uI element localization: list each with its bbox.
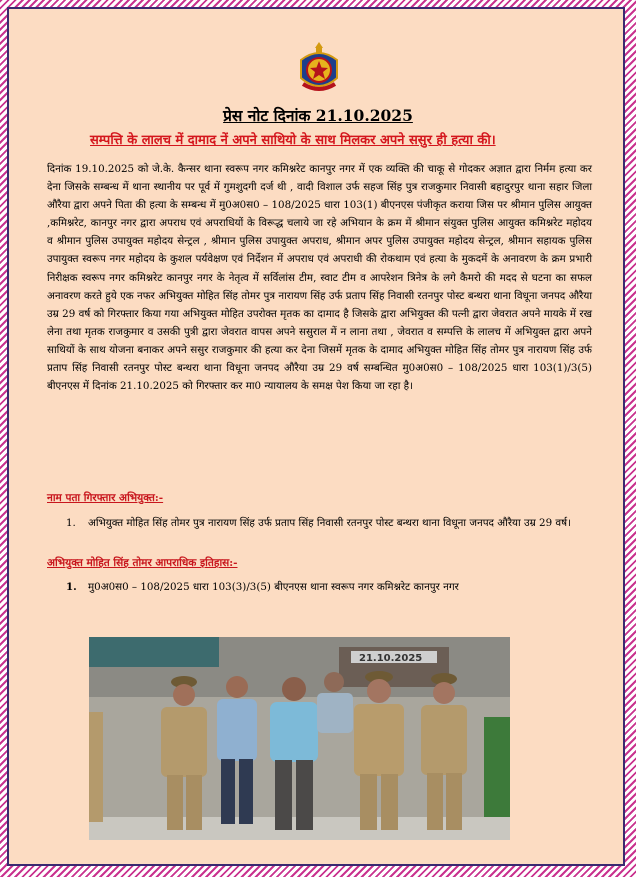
photo-sign-text: 21.10.2025 — [359, 653, 423, 664]
list-item-text: मु0अ0स0 – 108/2025 धारा 103(3)/3(5) बीएनएस थाना स्वरूप नगर कमिश्नरेट कानपुर नगर — [88, 581, 459, 593]
list-item-number: 1. — [66, 581, 77, 593]
list-item-text: अभियुक्त मोहित सिंह तोमर पुत्र नारायण सिंह उर्फ प्रताप सिंह निवासी रतनपुर पोस्ट बन्थरा थाना विधूना जनपद औरैया उम्र 29 वर्ष। — [88, 517, 571, 529]
page-title: प्रेस नोट दिनांक 21.10.2025 — [223, 106, 413, 125]
up-police-emblem-icon — [295, 38, 343, 96]
history-list-item — [66, 578, 588, 596]
arrested-accused-heading: नाम पता गिरफ्तार अभियुक्त:- — [47, 492, 164, 504]
press-body-paragraph: दिनांक 19.10.2025 को जे.के. कैन्सर थाना स्वरूप नगर कमिश्नरेट कानपुर नगर में एक व्यक्ति की चाकू से गोदकर अज्ञात द्वारा निर्मम हत्या कर देना जिसके सम्बन्ध में थाना स्थानीय पर पूर्व में गुमशुदगी दर्ज थी , वादी विशाल उर्फ सहज सिंह पुत्र राजकुमार निवासी बहादुरपुर थाना सहार जिला औरैया द्वारा अपने पिता की हत्या के सम्बन्ध में मु0अ0स0 – 108/2025 धारा 103(1) बीएनएस पंजीकृत कराया जिस पर श्रीमान पुलिस आयुक्त ,कमिश्नरेट, कानपुर नगर द्वारा अपराध एवं अपराधियों के विरूद्ध चलाये जा रहे अभियान के क्रम में श्रीमान संयुक्त पुलिस आयुक्त कमिश्नरेट महोदय व श्रीमान पुलिस उपायुक्त महोदय सेन्ट्रल , श्रीमान पुलिस उपायुक्त अपराध, श्रीमान अपर पुलिस उपायुक्त महोदय सेन्ट्रल, श्रीमान सहायक पुलिस उपायुक्त स्वरूप नगर महोदय के कुशल पर्यवेक्षण एवं निर्देशन में अपराध एवं अपराधी की रोकथाम एवं हत्या के मुकदमें के अनावरण के क्रम प्रभारी निरीक्षक स्वरूप नगर कमिश्नरेट कानपुर नगर के नेतृत्व में सर्विलांस टीम, स्वाट टीम व आपरेशन त्रिनेत्र के लगे कैमरो की मदद से घटना का सफल अनावरण करते हुये एक नफर अभियुक्त मोहित सिंह तोमर पुत्र नारायण सिंह उर्फ प्रताप सिंह निवासी रतनपुर पोस्ट बन्थरा थाना विधूना जनपद औरैया उम्र 29 वर्ष को गिरफ्तार किया गया अभियुक्त मोहित उपरोक्त मृतक का दामाद है जिसके द्वारा अभियुक्त की पत्नी द्वारा जेवरात अपने मायके में रख लेना तथा मृतक राजकुमार व उसकी पुत्री द्वारा जेवरात वापस अपने ससुराल में न लाना तथा , जेवरात व सम्पत्ति के लालच में अभियुक्त द्वारा अपने साथियों के साथ योजना बनाकर अपने ससुर राजकुमार की हत्या कर देना जिसमें मृतक के दामाद अभियुक्त मोहित सिंह तोमर पुत्र नारायण सिंह उर्फ प्रताप सिंह निवासी रतनपुर पोस्ट बन्थरा थाना विधूना जनपद औरैया उम्र 29 वर्ष सम्बन्धित मु0अ0स0 – 108/2025 धारा 103(1)/3(5) बीएनएस में दिनांक 21.10.2025 को गिरफ्तार कर मा0 न्यायालय के समक्ष पेश किया जा रहा है। — [47, 163, 592, 393]
list-item-number: 1. — [66, 517, 76, 529]
arrest-photo-illustration — [89, 637, 510, 840]
arrested-list-item — [66, 514, 588, 532]
arrest-group-photo — [89, 637, 510, 840]
page-subtitle: सम्पत्ति के लालच में दामाद नें अपने साथियो के साथ मिलकर अपने ससुर ही हत्या की। — [90, 133, 496, 148]
criminal-history-heading: अभियुक्त मोहित सिंह तोमर आपराधिक इतिहास:- — [47, 557, 238, 569]
